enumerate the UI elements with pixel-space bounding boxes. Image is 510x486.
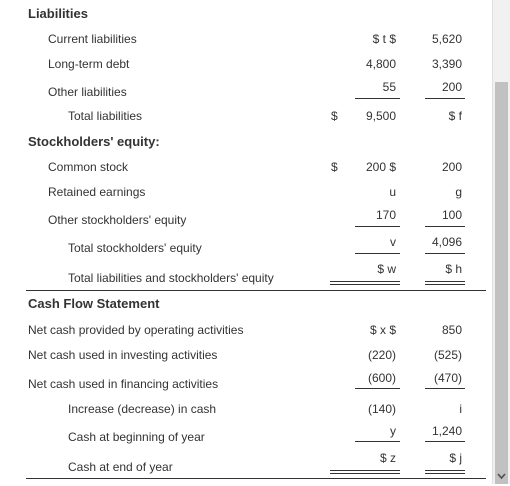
chevron-down-icon[interactable]	[496, 470, 507, 482]
total-liabilities-value-1: 9,500	[365, 109, 396, 123]
liabilities-heading-row	[0, 4, 486, 24]
end-value-2: $ j	[449, 451, 462, 465]
other-equity-value-1: 170	[375, 208, 396, 222]
total-liabilities-row	[0, 106, 486, 126]
common-stock-value-2: 200	[441, 160, 462, 174]
increase-row	[0, 399, 486, 419]
bottom-border	[26, 478, 486, 479]
total-liab-eq-value-1: $ w	[377, 262, 396, 276]
investing-row	[0, 345, 486, 365]
underline	[425, 98, 465, 99]
liabilities-heading: Liabilities	[28, 6, 88, 21]
other-liabilities-row	[0, 82, 486, 102]
scrollbar-thumb[interactable]	[495, 82, 508, 484]
common-stock-value-1: 200 $	[365, 160, 396, 174]
cashflow-heading-row	[0, 294, 486, 314]
total-equity-value-1: v	[390, 235, 396, 249]
operating-value-2: 850	[441, 323, 462, 337]
other-liabilities-label: Other liabilities	[48, 85, 127, 99]
increase-value-1: (140)	[367, 402, 396, 416]
beginning-value-1: y	[390, 424, 396, 438]
long-term-debt-value-2: 3,390	[431, 57, 462, 71]
equity-heading: Stockholders' equity:	[28, 134, 160, 149]
common-stock-label: Common stock	[48, 160, 129, 174]
operating-value-1: $ x $	[369, 323, 396, 337]
financing-label: Net cash used in financing activities	[28, 377, 219, 391]
double-underline	[425, 470, 465, 474]
other-liabilities-value-2: 200	[441, 80, 462, 94]
underline	[355, 441, 400, 442]
increase-value-2: i	[459, 402, 462, 416]
total-liab-eq-label: Total liabilities and stockholders' equity	[68, 271, 274, 285]
financing-value-1: (600)	[367, 371, 396, 385]
total-equity-label: Total stockholders' equity	[68, 241, 202, 255]
double-underline	[330, 470, 400, 474]
current-liabilities-row	[0, 29, 486, 49]
retained-earnings-value-1: u	[389, 185, 396, 199]
investing-label: Net cash used in investing activities	[28, 348, 218, 362]
underline	[355, 253, 400, 254]
underline	[355, 388, 400, 389]
cashflow-heading: Cash Flow Statement	[28, 296, 160, 311]
long-term-debt-label: Long-term debt	[48, 57, 130, 71]
total-equity-value-2: 4,096	[431, 235, 462, 249]
current-liabilities-label: Current liabilities	[48, 32, 137, 46]
section-divider	[26, 290, 486, 291]
financing-value-2: (470)	[433, 371, 462, 385]
beginning-label: Cash at beginning of year	[68, 430, 205, 444]
underline	[425, 226, 465, 227]
end-row	[0, 457, 486, 477]
long-term-debt-row	[0, 54, 486, 74]
total-liabilities-label: Total liabilities	[68, 109, 143, 123]
equity-heading-row	[0, 132, 486, 152]
vertical-scrollbar[interactable]	[492, 0, 510, 484]
other-equity-row	[0, 210, 486, 230]
other-equity-value-2: 100	[441, 208, 462, 222]
end-label: Cash at end of year	[68, 460, 173, 474]
underline	[425, 253, 465, 254]
total-equity-row	[0, 238, 486, 258]
retained-earnings-row	[0, 182, 486, 202]
total-liabilities-value-2: $ f	[448, 109, 462, 123]
increase-label: Increase (decrease) in cash	[68, 402, 217, 416]
underline	[355, 98, 400, 99]
long-term-debt-value-1: 4,800	[365, 57, 396, 71]
retained-earnings-label: Retained earnings	[48, 185, 146, 199]
total-liab-eq-value-2: $ h	[445, 262, 462, 276]
beginning-value-2: 1,240	[431, 424, 462, 438]
operating-row	[0, 320, 486, 340]
dollar-sign: $	[331, 109, 338, 123]
investing-value-2: (525)	[433, 348, 462, 362]
operating-label: Net cash provided by operating activities	[28, 323, 244, 337]
end-value-1: $ z	[379, 451, 396, 465]
current-liabilities-value-2: 5,620	[431, 32, 462, 46]
investing-value-1: (220)	[367, 348, 396, 362]
double-underline	[330, 281, 400, 285]
financing-row	[0, 374, 486, 394]
total-liab-eq-row	[0, 268, 486, 288]
common-stock-row	[0, 157, 486, 177]
other-equity-label: Other stockholders' equity	[48, 213, 187, 227]
retained-earnings-value-2: g	[455, 185, 462, 199]
other-liabilities-value-1: 55	[382, 80, 396, 94]
dollar-sign: $	[331, 160, 338, 174]
underline	[355, 226, 400, 227]
underline	[425, 388, 465, 389]
underline	[425, 441, 465, 442]
current-liabilities-value-1: $ t $	[372, 32, 396, 46]
beginning-row	[0, 427, 486, 447]
double-underline	[425, 281, 465, 285]
